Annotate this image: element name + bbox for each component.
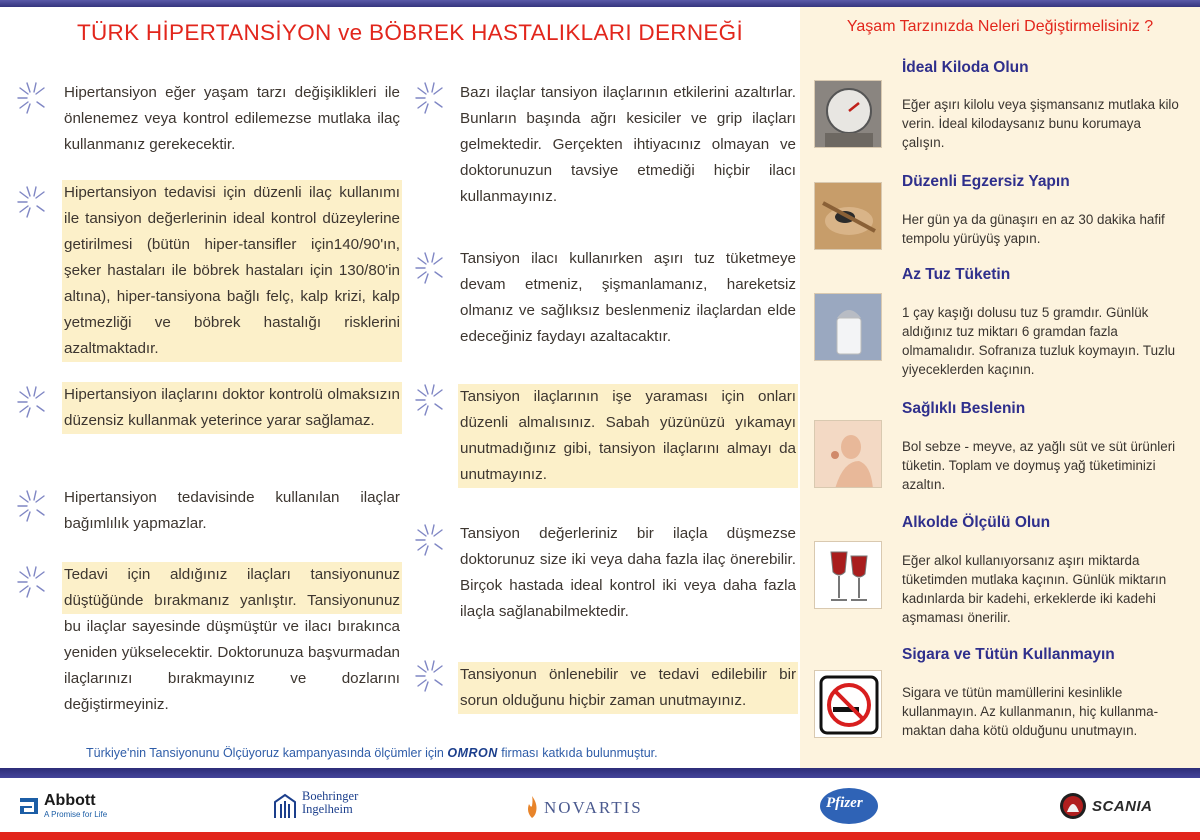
middle-paragraph-4: [458, 521, 798, 625]
tip-weight-heading: İdeal Kiloda Olun: [902, 59, 1029, 76]
bullet-burst-icon: [412, 522, 448, 558]
tip-alcohol-body: Eğer alkol kullanıyorsanız aşırı miktarda tüketimden mutlaka kaçının. Günlük miktarın kadınlarda bir kadehi, erkeklerde iki kadehi aşmaması önerilir.: [902, 553, 1167, 625]
novartis-name: NOVARTIS: [544, 798, 643, 817]
bullet-burst-icon: [14, 488, 50, 524]
bottom-red-band: [0, 832, 1200, 840]
middle-paragraph-3: [458, 384, 798, 488]
top-band: [0, 0, 1200, 7]
eating-icon: [814, 420, 882, 488]
bottom-band: [0, 768, 1200, 778]
middle-paragraph-2-text: Tansiyon ilacı kullanırken aşırı tuz tüketmeye devam etmeniz, şişmanlamanız, hareketsiz olmanız ve sağlıksız beslenmeniz ilaçlardan elde edeceğiniz faydayı azaltacaktır.: [460, 250, 796, 345]
bullet-burst-icon: [412, 658, 448, 694]
bullet-burst-icon: [14, 184, 50, 220]
boehringer-line-2: Ingelheim: [302, 802, 353, 816]
page-title: TÜRK HİPERTANSİYON ve BÖBREK HASTALIKLARI DERNEĞİ: [76, 20, 744, 45]
bullet-burst-icon: [14, 564, 50, 600]
novartis-flame-icon: [524, 794, 540, 820]
abbott-mark-icon: [18, 794, 40, 816]
tip-exercise-body: Her gün ya da günaşırı en az 30 dakika hafif tempolu yürüyüş yapın.: [902, 212, 1165, 246]
wine-glasses-icon: [814, 541, 882, 609]
middle-paragraph-1: [458, 80, 798, 210]
boehringer-name: [302, 790, 358, 816]
campaign-note-suffix: firması katkıda bulunmuştur.: [501, 746, 658, 760]
bullet-burst-icon: [412, 382, 448, 418]
scale-icon: [814, 80, 882, 148]
middle-paragraph-2: [458, 246, 798, 350]
pfizer-logo: [820, 786, 880, 828]
left-paragraph-2-text: Hipertansiyon tedavisi için düzenli ilaç kullanımı ile tansiyon değerlerinin ideal kontrol düzeylerine getirilmesi (bütün hiper-tansifler için140/90'ın, şeker hastaları ile böbrek hastaları için 130/80'in altına), hiper-tansiyona bağlı felç, kalp krizi, kalp yetmezliği ve böbrek hastalığı risklerini azaltmaktadır.: [64, 184, 400, 357]
pfizer-name: Pfizer: [826, 795, 863, 811]
scania-griffin-icon: [1058, 790, 1088, 822]
omron-logo: OMRON: [447, 746, 498, 760]
campaign-note-text: Türkiye'nin Tansiyonunu Ölçüyoruz kampanyasında ölçümler için: [86, 746, 444, 760]
sidebar-title: Yaşam Tarzınızda Neleri Değiştirmelisiniz ?: [846, 18, 1154, 35]
tip-salt-body: 1 çay kaşığı dolusu tuz 5 gramdır. Günlük aldığınız tuz miktarı 6 gramdan fazla olmamalıdır. Sofranıza tuzluk koymayın. Tuzlu yiyeceklerden kaçının.: [902, 305, 1176, 377]
exercise-icon: [814, 182, 882, 250]
middle-paragraph-4-text: Tansiyon değerleriniz bir ilaçla düşmezse doktorunuz size iki veya daha fazla ilaç önerebilir. Birçok hastada ideal kontrol iki veya daha fazla ilaçla sağlanabilmektedir.: [460, 525, 796, 620]
left-paragraph-3: [62, 382, 402, 434]
scania-logo: [1058, 786, 1178, 828]
bullet-burst-icon: [412, 250, 448, 286]
left-paragraph-3-text: Hipertansiyon ilaçlarını doktor kontrolü olmaksızın düzensiz kullanmak yeterince yarar sağlamaz.: [64, 386, 400, 429]
tip-smoking-heading: Sigara ve Tütün Kullanmayın: [902, 646, 1115, 663]
middle-paragraph-5: [458, 662, 798, 714]
novartis-logo: [524, 786, 654, 828]
bullet-burst-icon: [14, 80, 50, 116]
left-paragraph-2: [62, 180, 402, 362]
abbott-logo: [18, 786, 138, 828]
left-paragraph-1: [62, 80, 402, 158]
abbott-name: Abbott: [44, 792, 96, 809]
left-paragraph-4-text: Hipertansiyon tedavisinde kullanılan ilaçlar bağımlılık yapmazlar.: [64, 489, 400, 532]
tip-alcohol-heading: Alkolde Ölçülü Olun: [902, 514, 1051, 531]
campaign-note: [86, 746, 658, 760]
salt-shaker-icon: [814, 293, 882, 361]
boehringer-logo: [272, 786, 382, 828]
no-smoking-icon: [814, 670, 882, 738]
tip-nutrition-heading: Sağlıklı Beslenin: [902, 400, 1026, 417]
tip-salt-heading: Az Tuz Tüketin: [902, 266, 1011, 283]
boehringer-line-1: Boehringer: [302, 789, 359, 803]
left-paragraph-5: [62, 562, 402, 718]
tip-exercise-heading: Düzenli Egzersiz Yapın: [902, 173, 1070, 190]
bullet-burst-icon: [412, 80, 448, 116]
tip-smoking-body: Sigara ve tütün mamüllerini kesinlikle kullanmayın. Az kullanmanın, hiç kullanma-maktan daha kötü olduğunu unutmayın.: [902, 685, 1159, 738]
middle-paragraph-1-text: Bazı ilaçlar tansiyon ilaçlarının etkilerini azaltırlar. Bunların başında ağrı kesiciler ve grip ilaçları gelmektedir. Gerçekten ihtiyacınız olmayan ve doktorunuzun tavsiye etmediği hiçbir ilacı kullanmayınız.: [460, 84, 796, 205]
middle-paragraph-5-text: Tansiyonun önlenebilir ve tedavi edilebilir bir sorun olduğunu hiçbir zaman unutmayınız.: [460, 666, 796, 709]
left-paragraph-4: [62, 485, 402, 537]
tip-nutrition-body: Bol sebze - meyve, az yağlı süt ve süt ürünleri tüketin. Toplam ve doymuş yağ tüketiminizi azaltın.: [902, 439, 1176, 492]
left-paragraph-1-text: Hipertansiyon eğer yaşam tarzı değişiklikleri ile önlenemez veya kontrol edilemezse mutlaka ilaç kullanmanız gerekecektir.: [64, 84, 400, 153]
boehringer-mark-icon: [272, 792, 298, 820]
abbott-tagline: A Promise for Life: [44, 810, 108, 819]
scania-name: SCANIA: [1092, 798, 1153, 815]
tip-weight-body: Eğer aşırı kilolu veya şişmansanız mutlaka kilo verin. İdeal kilodaysanız bunu korumaya çalışın.: [902, 97, 1179, 150]
bullet-burst-icon: [14, 384, 50, 420]
middle-paragraph-3-text: Tansiyon ilaçlarının işe yaraması için onları düzenli almalısınız. Sabah yüzünüzü yıkamayı unutmadığınız gibi, tansiyon ilaçlarını almayı da unutmayınız.: [460, 388, 796, 483]
left-paragraph-5-text: Tedavi için aldığınız ilaçları tansiyonunuz düştüğünde bırakmanız yanlıştır. Tansiyonunuz bu ilaçlar sayesinde düşmüştür ve ilacı bırakınca yeniden yükselecektir. Doktorunuza başvurmadan ilaçlarınızı bırakmayınız ve dozlarını değiştirmeyiniz.: [64, 566, 400, 713]
